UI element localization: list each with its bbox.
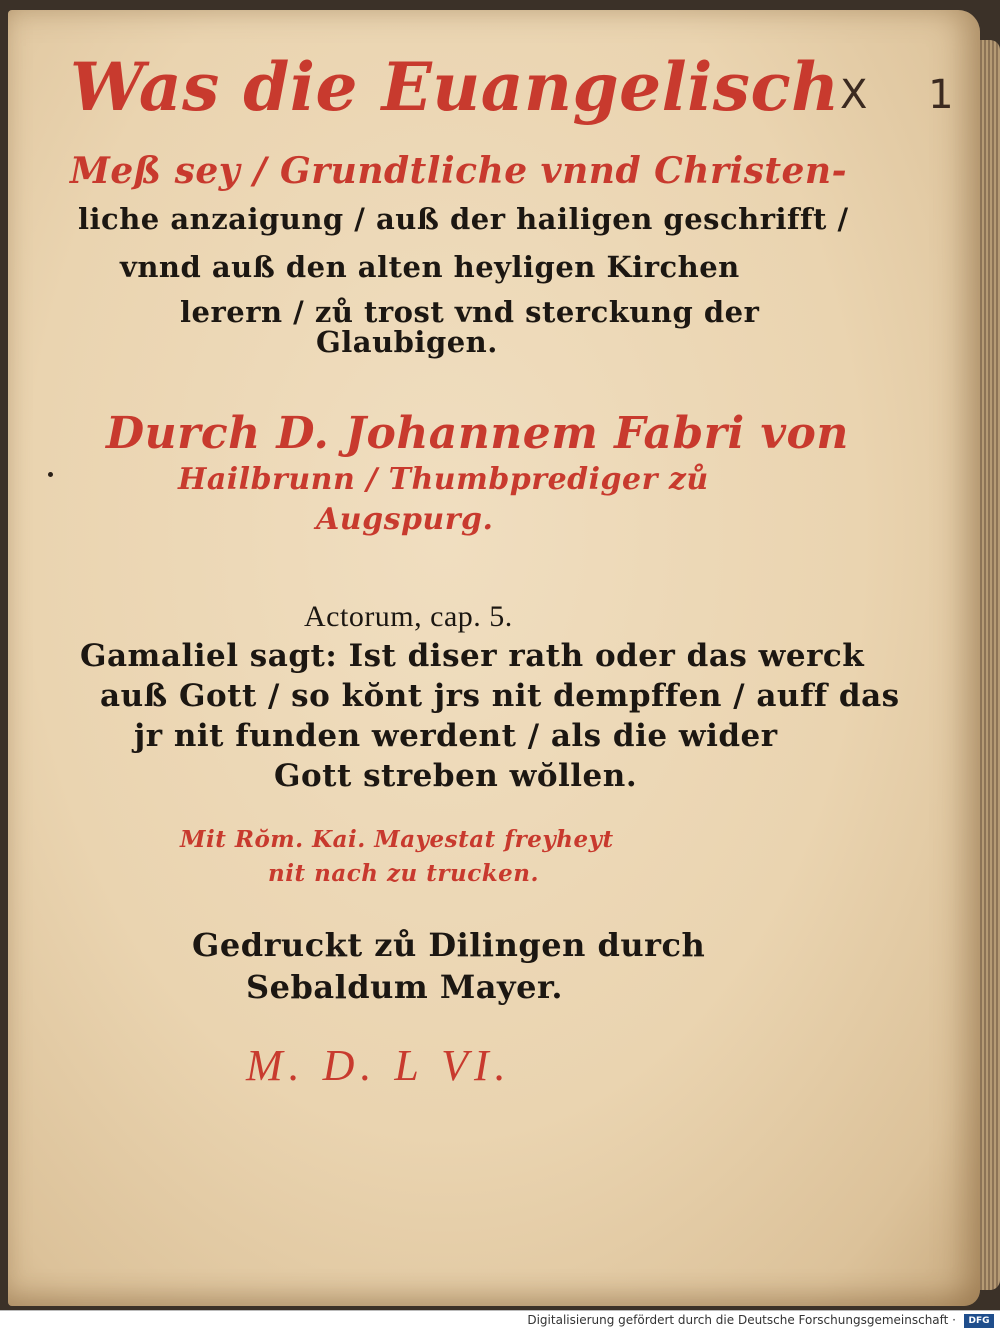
publication-year: M. D. L VI.: [246, 1041, 512, 1090]
author-line-2: Hailbrunn / Thumbprediger zů: [178, 462, 709, 497]
author-line-3: Augspurg.: [316, 502, 494, 537]
footer-bar: [0, 1310, 1000, 1331]
title-line-6: Glaubigen.: [316, 325, 498, 359]
imprint-line-2: Sebaldum Mayer.: [246, 968, 564, 1006]
motto-line-2: auß Gott / so kŏnt jrs nit dempffen / auff das: [100, 678, 900, 714]
imprint-line-1: Gedruckt zů Dilingen durch: [192, 926, 706, 964]
privilege-line-2: nit nach zu trucken.: [268, 860, 540, 887]
funding-notice: Digitalisierung gefördert durch die Deutsche Forschungsgemeinschaft ·: [527, 1313, 956, 1327]
author-line-1: Durch D. Johannem Fabri von: [106, 408, 849, 459]
dfg-logo-icon[interactable]: DFG: [964, 1314, 994, 1328]
title-line-4: vnnd auß den alten heyligen Kirchen: [120, 250, 740, 284]
title-page: [8, 10, 980, 1306]
title-line-2: Meß sey / Grundtliche vnnd Christen-: [70, 150, 848, 192]
shelfmark: X 1: [840, 72, 978, 118]
title-line-1: Was die Euangelisch: [70, 48, 840, 126]
title-line-5: lerern / zů trost vnd sterckung der: [180, 295, 760, 329]
ink-dot: [48, 472, 53, 477]
motto-reference: Actorum, cap. 5.: [304, 600, 513, 633]
privilege-line-1: Mit Rŏm. Kai. Mayestat freyheyt: [180, 826, 614, 853]
motto-line-3: jr nit funden werdent / als die wider: [134, 718, 778, 754]
title-line-3: liche anzaigung / auß der hailigen geschrifft /: [78, 202, 849, 236]
motto-line-1: Gamaliel sagt: Ist diser rath oder das werck: [80, 638, 865, 674]
motto-line-4: Gott streben wŏllen.: [274, 758, 638, 794]
page-edges: [978, 40, 1000, 1290]
